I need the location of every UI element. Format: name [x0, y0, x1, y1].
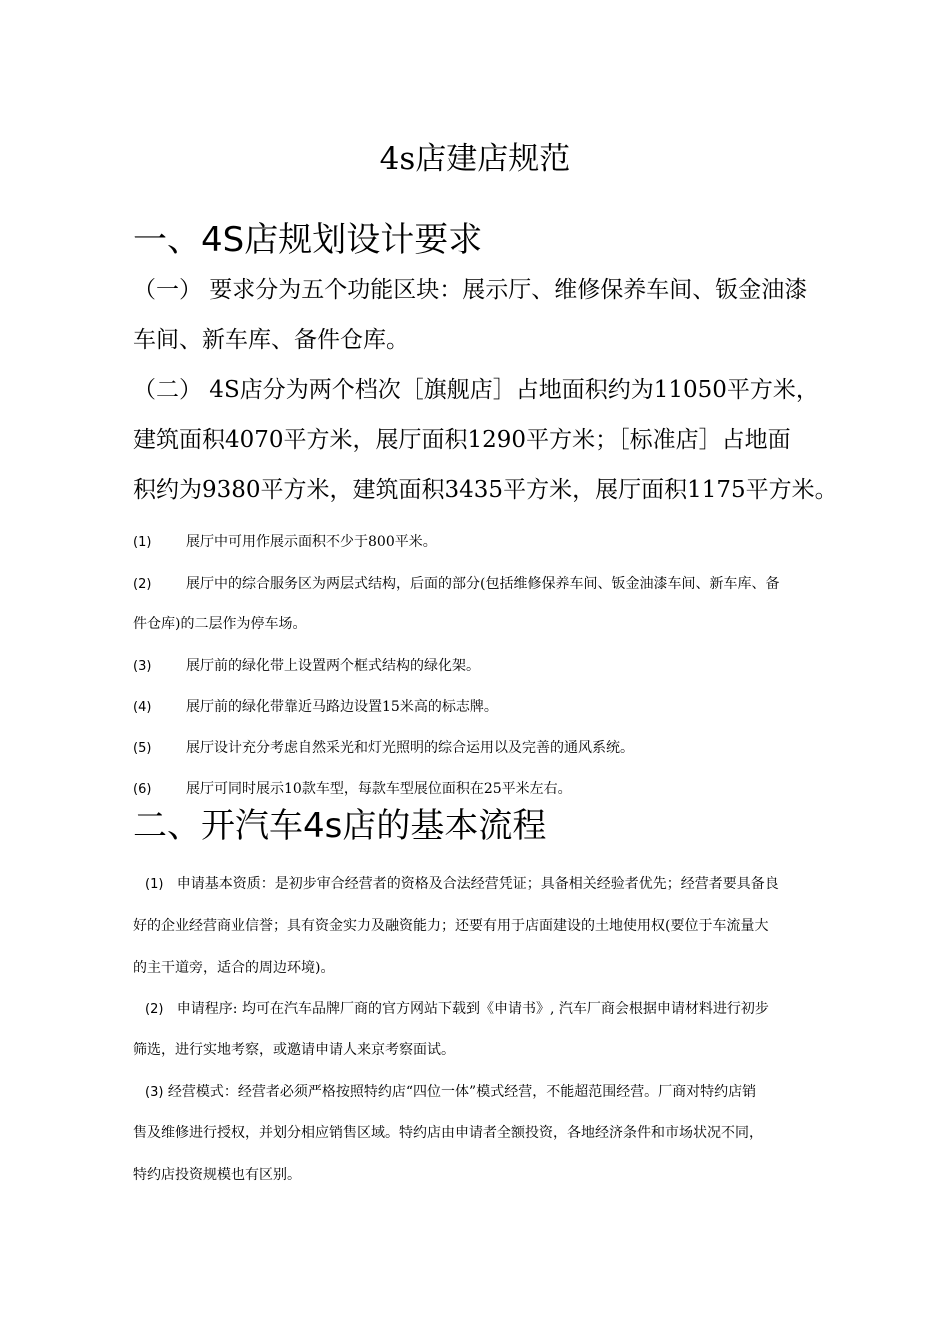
list-item-number: (4)	[133, 700, 152, 715]
list-item-number: (1)	[133, 535, 152, 550]
process-para-2-line-2: 筛选，进行实地考察，或邀请申请人来京考察面试。	[133, 1042, 455, 1058]
list-item	[133, 563, 873, 606]
process-para-1-line-3: 的主干道旁，适合的周边环境)。	[133, 960, 335, 976]
list-item-text: 展厅中可用作展示面积不少于800平米。	[186, 534, 437, 550]
requirement-para-1-line-2: 车间、新车库、备件仓库。	[133, 327, 409, 353]
requirement-para-1-line-1: （一） 要求分为五个功能区块：展示厅、维修保养车间、钣金油漆	[133, 277, 808, 303]
list-item	[133, 521, 873, 564]
requirement-para-2-line-2: 建筑面积4070平方米，展厅面积1290平方米；［标准店］占地面	[133, 427, 791, 453]
process-para-number: (1)	[145, 877, 164, 892]
list-item-number: (2)	[133, 577, 152, 592]
requirement-para-2-line-1: （二） 4S店分为两个档次［旗舰店］占地面积约为11050平方米，	[133, 377, 819, 403]
list-item-text: 展厅中的综合服务区为两层式结构，后面的部分(包括维修保养车间、钣金油漆车间、新车库、备	[186, 576, 780, 592]
process-para-number: (2)	[145, 1002, 164, 1017]
list-item	[133, 727, 873, 770]
process-para-text: 申请基本资质：是初步审合经营者的资格及合法经营凭证；具备相关经验者优先；经营者要具备良	[176, 876, 779, 892]
process-para-1-line-2: 好的企业经营商业信誉；具有资金实力及融资能力；还要有用于店面建设的土地使用权(要位于车流量大	[133, 918, 769, 934]
list-item-text: 展厅设计充分考虑自然采光和灯光照明的综合运用以及完善的通风系统。	[186, 740, 634, 756]
list-item	[133, 645, 873, 688]
process-para-3-line-1	[133, 1071, 873, 1114]
process-para-3-line-3: 特约店投资规模也有区别。	[133, 1167, 301, 1183]
document-title: 4s店建店规范	[379, 141, 571, 177]
list-item-text: 展厅前的绿化带上设置两个框式结构的绿化架。	[186, 658, 480, 674]
list-item-number: (5)	[133, 741, 152, 756]
requirement-para-2-line-3: 积约为9380平方米，建筑面积3435平方米，展厅面积1175平方米。	[133, 477, 838, 503]
list-item-number: (6)	[133, 782, 152, 797]
list-item-continuation: 件仓库)的二层作为停车场。	[133, 616, 307, 632]
section-heading-2: 二、开汽车4s店的基本流程	[133, 806, 547, 846]
section-heading-1: 一、4S店规划设计要求	[133, 220, 483, 260]
process-para-2-line-1	[133, 988, 873, 1031]
process-para-1-line-1	[133, 863, 873, 906]
process-para-number: (3)	[145, 1085, 164, 1100]
list-item-number: (3)	[133, 659, 152, 674]
list-item-text: 展厅可同时展示10款车型，每款车型展位面积在25平米左右。	[186, 781, 572, 797]
list-item-text: 展厅前的绿化带靠近马路边设置15米高的标志牌。	[186, 699, 498, 715]
list-item	[133, 686, 873, 729]
process-para-3-line-2: 售及维修进行授权，并划分相应销售区域。特约店由申请者全额投资，各地经济条件和市场状况不同，	[133, 1125, 763, 1141]
process-para-text: 申请程序: 均可在汽车品牌厂商的官方网站下载到《申请书》, 汽车厂商会根据申请材料进行初步	[176, 1001, 769, 1017]
process-para-text: 经营模式：经营者必须严格按照特约店“四位一体”模式经营，不能超范围经营。厂商对特约店销	[167, 1084, 757, 1100]
